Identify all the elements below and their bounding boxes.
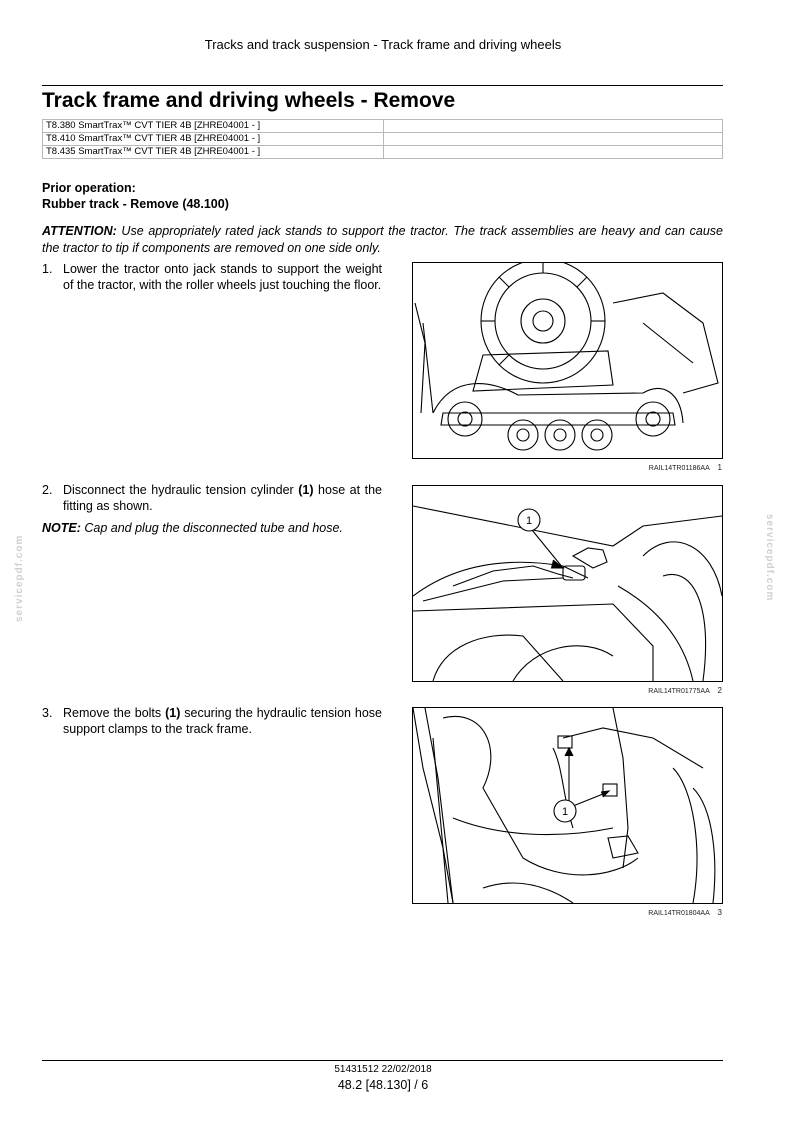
running-header: Tracks and track suspension - Track frame and driving wheels bbox=[204, 37, 562, 52]
step-reference: (1) bbox=[165, 706, 181, 720]
hydraulic-hose-illustration bbox=[413, 486, 722, 681]
step-text-part: Disconnect the hydraulic tension cylinder bbox=[63, 483, 299, 497]
prior-operation-link[interactable]: Rubber track - Remove (48.100) bbox=[42, 197, 229, 211]
step-text-part: Remove the bolts bbox=[63, 706, 166, 720]
callout-label: 1 bbox=[525, 515, 533, 527]
model-cell-empty bbox=[384, 133, 723, 146]
step-text bbox=[63, 482, 382, 514]
step-1 bbox=[42, 261, 382, 293]
model-cell-empty bbox=[384, 120, 723, 133]
footer-rule bbox=[42, 1060, 723, 1061]
model-cell-empty bbox=[384, 146, 723, 159]
step-text-part: securing the hydraulic tension hose support clamps to the track frame. bbox=[63, 706, 382, 736]
table-row bbox=[43, 146, 723, 159]
figure-3 bbox=[412, 707, 723, 904]
model-cell: T8.380 SmartTrax™ CVT TIER 4B [ZHRE04001 - ] bbox=[43, 120, 384, 133]
figure-3-caption bbox=[560, 908, 722, 917]
table-row bbox=[43, 120, 723, 133]
watermark-right: servicepdf.com bbox=[764, 514, 775, 602]
models-table bbox=[42, 119, 723, 159]
figure-1 bbox=[412, 262, 723, 459]
note-text: Cap and plug the disconnected tube and hose. bbox=[80, 521, 343, 535]
table-row bbox=[43, 133, 723, 146]
figure-number: 2 bbox=[717, 686, 722, 695]
prior-operation-label: Prior operation: bbox=[42, 181, 136, 195]
figure-2 bbox=[412, 485, 723, 682]
page-title: Track frame and driving wheels - Remove bbox=[42, 89, 456, 112]
figure-2-caption bbox=[560, 686, 722, 695]
step-text bbox=[63, 705, 382, 737]
figure-code: RAIL14TR01775AA bbox=[648, 688, 710, 695]
step-number: 1. bbox=[42, 262, 53, 276]
model-cell: T8.435 SmartTrax™ CVT TIER 4B [ZHRE04001 - ] bbox=[43, 146, 384, 159]
step-number: 3. bbox=[42, 706, 53, 720]
step-2 bbox=[42, 482, 382, 514]
model-cell: T8.410 SmartTrax™ CVT TIER 4B [ZHRE04001 - ] bbox=[43, 133, 384, 146]
step-3 bbox=[42, 705, 382, 737]
callout-label: 1 bbox=[561, 806, 569, 818]
watermark-left: servicepdf.com bbox=[14, 534, 25, 622]
figure-number: 3 bbox=[717, 908, 722, 917]
prior-operation bbox=[42, 180, 229, 212]
header-rule bbox=[42, 85, 723, 86]
step-text: Lower the tractor onto jack stands to support the weight of the tractor, with the roller wheels just touching the floor. bbox=[63, 262, 382, 292]
note-label: NOTE: bbox=[42, 521, 81, 535]
footer-page-number: 48.2 [48.130] / 6 bbox=[337, 1078, 429, 1092]
figure-number: 1 bbox=[717, 463, 722, 472]
attention-label: ATTENTION: bbox=[42, 224, 117, 238]
footer-doc-ref: 51431512 22/02/2018 bbox=[334, 1064, 432, 1075]
hose-clamp-illustration bbox=[413, 708, 722, 903]
figure-code: RAIL14TR01186AA bbox=[648, 465, 710, 472]
step-reference: (1) bbox=[298, 483, 314, 497]
track-assembly-illustration bbox=[413, 263, 722, 458]
figure-1-caption bbox=[560, 463, 722, 472]
attention-text: Use appropriately rated jack stands to support the tractor. The track assemblies are heavy and can cause the tractor to tip if components are removed on one side only. bbox=[42, 224, 723, 255]
attention-paragraph bbox=[42, 223, 723, 257]
step-number: 2. bbox=[42, 483, 53, 497]
figure-code: RAIL14TR01804AA bbox=[648, 910, 710, 917]
note bbox=[42, 521, 343, 535]
step-text-part: hose at the fitting as shown. bbox=[63, 483, 382, 513]
